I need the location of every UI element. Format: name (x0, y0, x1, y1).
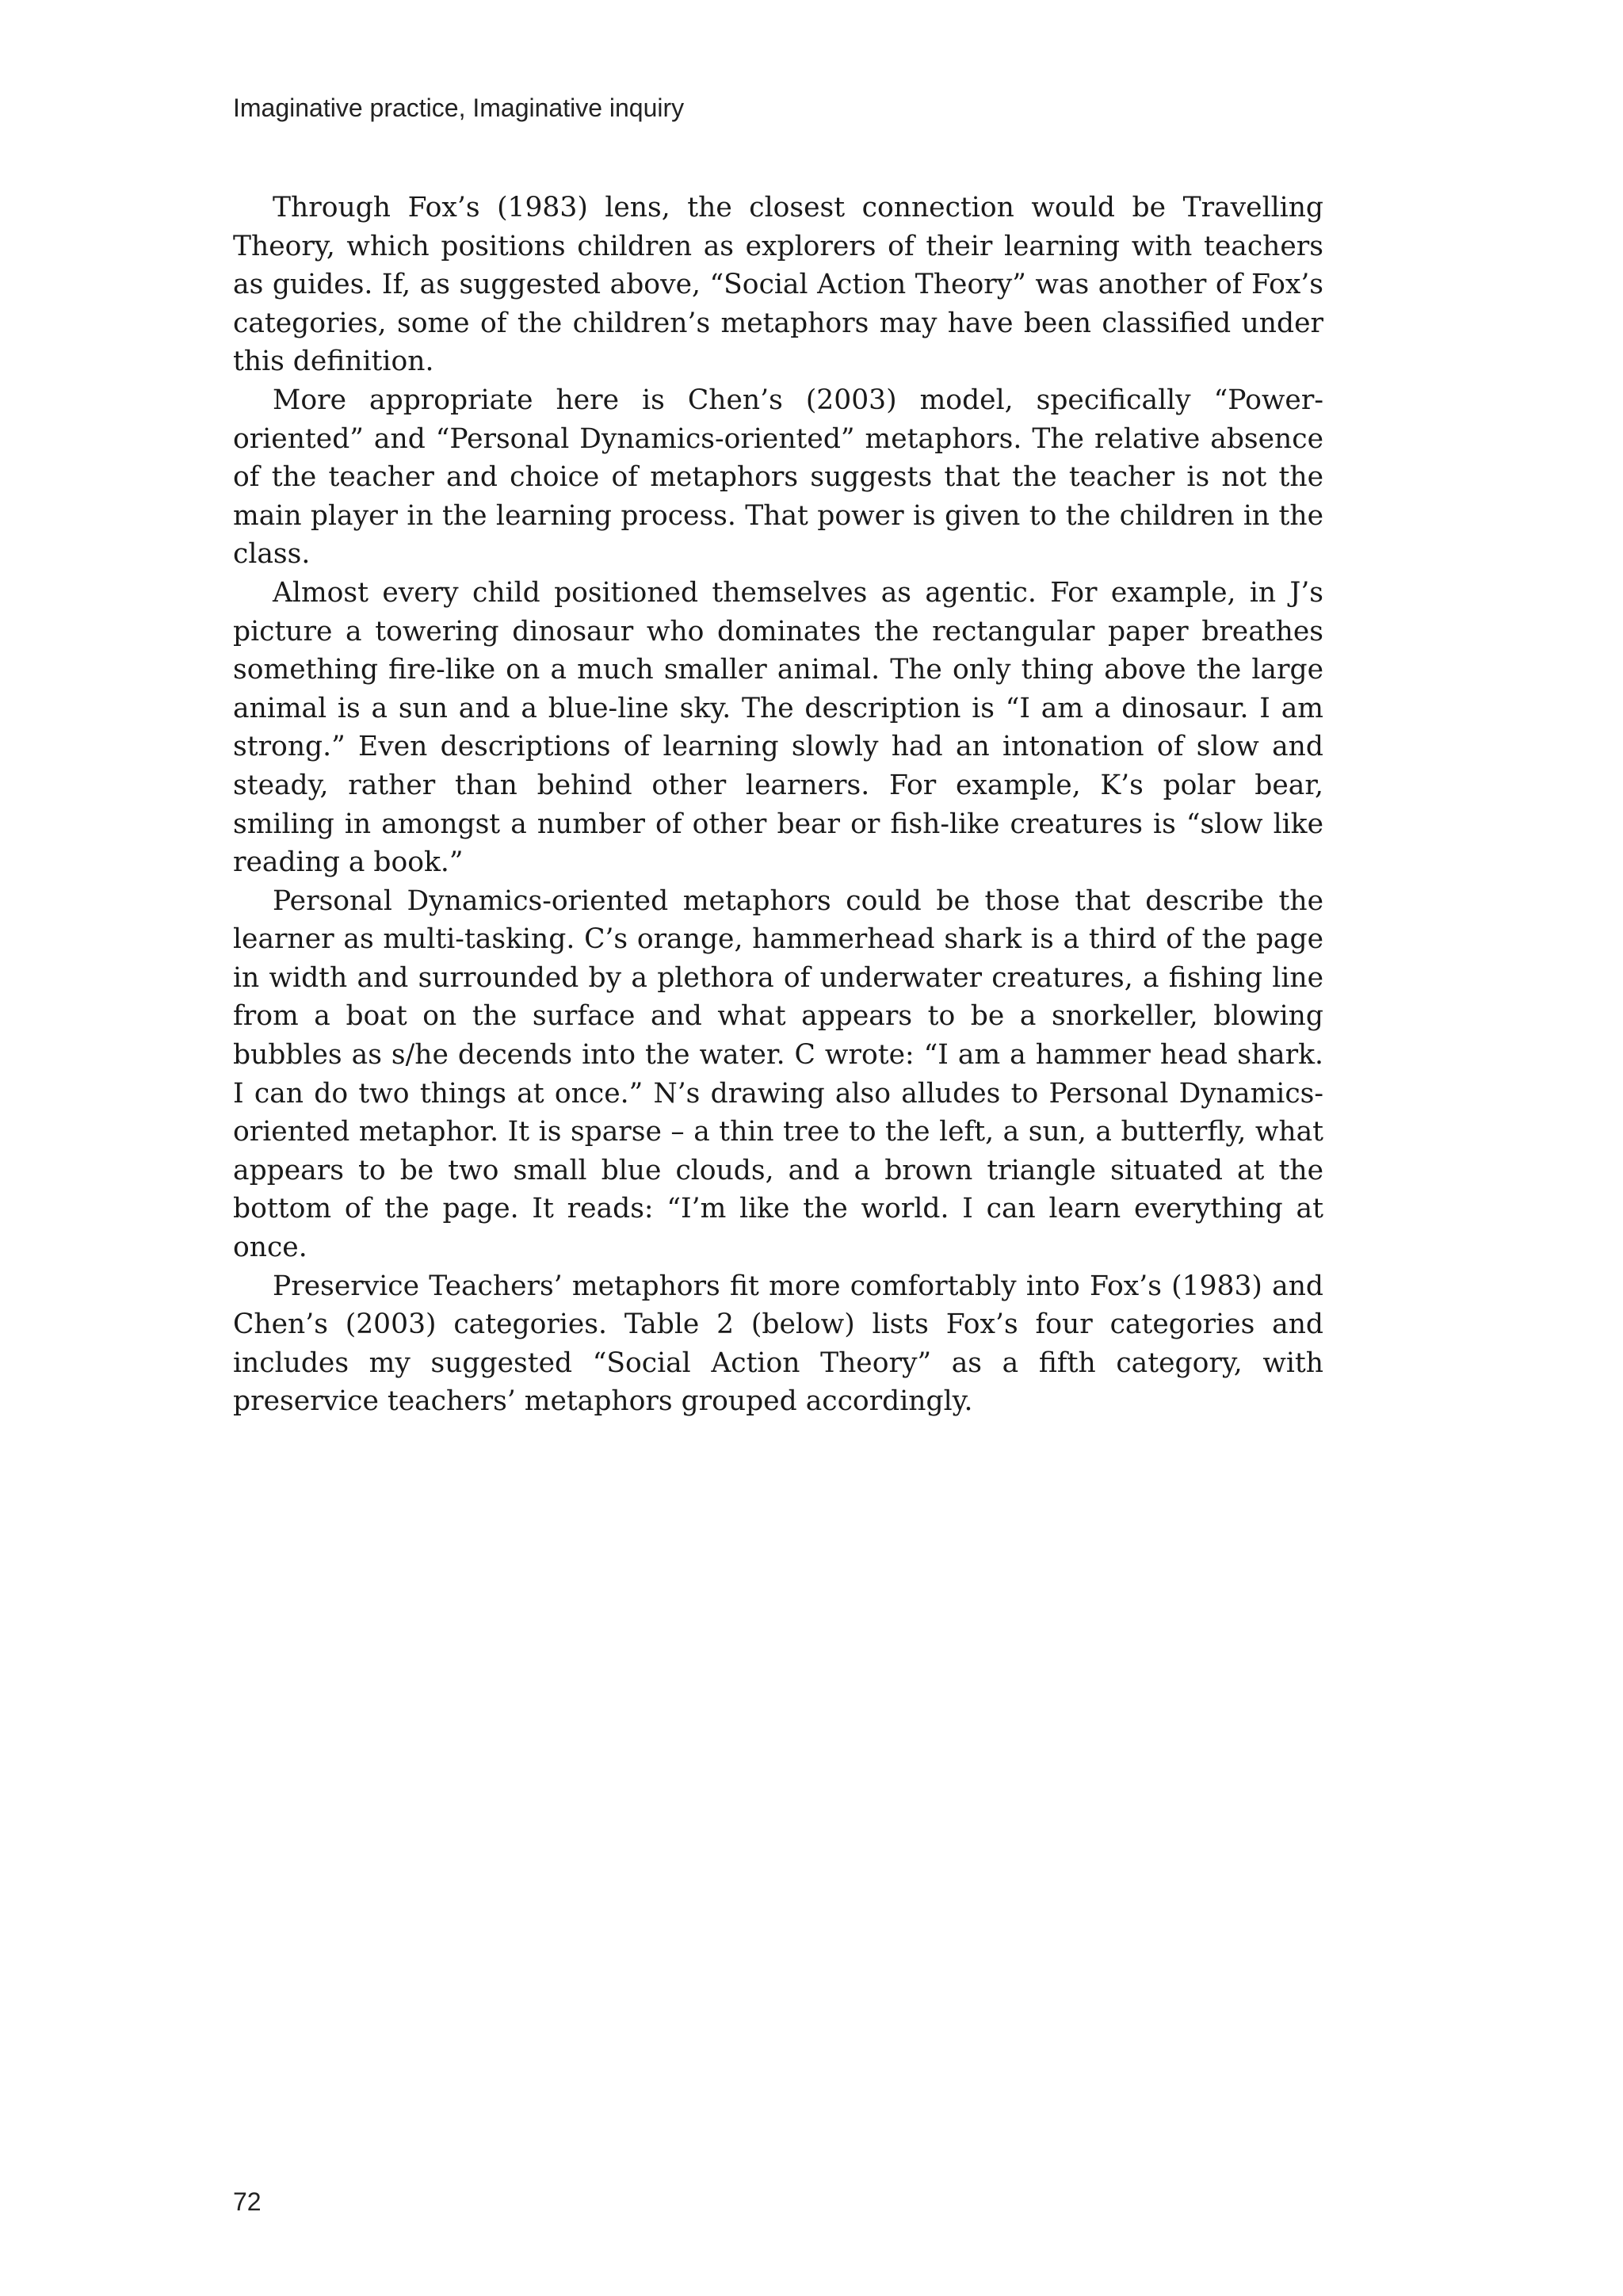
paragraph: Almost every child positioned themselves as agentic. For example, in J’s picture a towering dinosaur who dominates the rectangular paper breathes something fire-like on a much smaller animal. The only thing above the large animal is a sun and a blue-line sky. The description is “I am a dinosaur. I am strong.” Even descriptions of learning slowly had an intonation of slow and steady, rather than behind other learners. For example, K’s polar bear, smiling in amongst a number of other bear or fish-like creatures is “slow like reading a book.” (233, 576, 1323, 879)
body-text (233, 189, 1323, 1421)
running-header: Imaginative practice, Imaginative inquiry (233, 94, 685, 122)
page-number: 72 (233, 2187, 262, 2216)
paragraph: Through Fox’s (1983) lens, the closest connection would be Travelling Theory, which positions children as explorers of their learning with teachers as guides. If, as suggested above, “Social Action Theory” was another of Fox’s categories, some of the children’s metaphors may have been classified under this definition. (233, 192, 1323, 378)
paragraph: More appropriate here is Chen’s (2003) model, specifically “Power-oriented” and “Personal Dynamics-oriented” metaphors. The relative absence of the teacher and choice of metaphors suggests that the teacher is not the main player in the learning process. That power is given to the children in the class. (233, 384, 1323, 571)
paragraph: Personal Dynamics-oriented metaphors could be those that describe the learner as multi-tasking. C’s orange, hammerhead shark is a third of the page in width and surrounded by a plethora of underwater creatures, a fishing line from a boat on the surface and what appears to be a snorkeller, blowing bubbles as s/he decends into the water. C wrote: “I am a hammer head shark. I can do two things at once.” N’s drawing also alludes to Personal Dynamics-oriented metaphor. It is sparse – a thin tree to the left, a sun, a butterfly, what appears to be two small blue clouds, and a brown triangle situated at the bottom of the page. It reads: “I’m like the world. I can learn everything at once. (233, 884, 1323, 1264)
paragraph: Preservice Teachers’ metaphors fit more comfortably into Fox’s (1983) and Chen’s (2003) categories. Table 2 (below) lists Fox’s four categories and includes my suggested “Social Action Theory” as a fifth category, with preservice teachers’ metaphors grouped accordingly. (233, 1270, 1323, 1418)
